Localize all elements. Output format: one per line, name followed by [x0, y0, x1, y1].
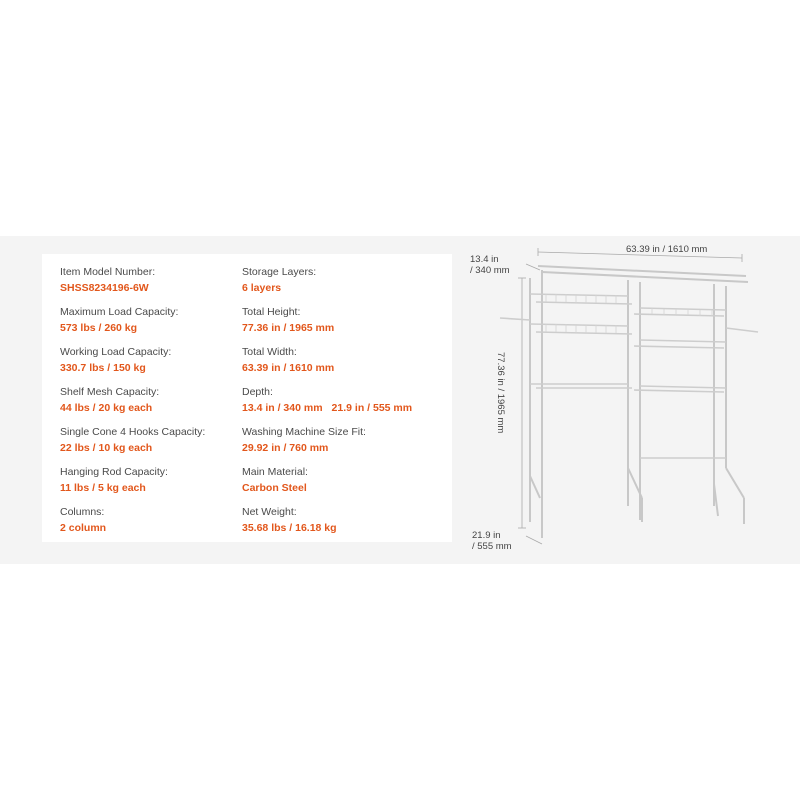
- spec-value: Carbon Steel: [242, 482, 307, 494]
- shelf-drawing: [456, 236, 800, 564]
- spec-net-weight: [242, 505, 337, 535]
- spec-shelf-mesh: [60, 385, 159, 415]
- spec-total-height: [242, 305, 334, 335]
- spec-depth: [242, 385, 421, 415]
- spec-value: 573 lbs / 260 kg: [60, 322, 138, 334]
- spec-label: Total Width:: [242, 346, 297, 358]
- spec-label: Shelf Mesh Capacity:: [60, 386, 160, 398]
- spec-label: Washing Machine Size Fit:: [242, 426, 366, 438]
- spec-value: 11 lbs / 5 kg each: [60, 482, 146, 494]
- top-depth-label-line2: / 340 mm: [470, 265, 510, 276]
- spec-label: Net Weight:: [242, 506, 297, 518]
- spec-depth-top: 13.4 in / 340 mm: [242, 402, 323, 414]
- spec-hooks: [60, 425, 205, 455]
- spec-hanging-rod: [60, 465, 168, 495]
- spec-item-model: [60, 265, 155, 295]
- top-depth-label-line1: 13.4 in: [470, 254, 499, 265]
- spec-max-load: [60, 305, 178, 335]
- spec-label: Columns:: [60, 506, 105, 518]
- height-dimension-label: 77.36 in / 1965 mm: [495, 352, 506, 434]
- spec-value: 22 lbs / 10 kg each: [60, 442, 153, 454]
- spec-label: Single Cone 4 Hooks Capacity:: [60, 426, 206, 438]
- spec-value: 44 lbs / 20 kg each: [60, 402, 153, 414]
- spec-label: Total Height:: [242, 306, 301, 318]
- product-dimension-diagram: [456, 236, 800, 564]
- spec-value: 63.39 in / 1610 mm: [242, 362, 335, 374]
- spec-label: Depth:: [242, 386, 273, 398]
- spec-value: 330.7 lbs / 150 kg: [60, 362, 146, 374]
- spec-value: SHSS8234196-6W: [60, 282, 149, 294]
- spec-value: 77.36 in / 1965 mm: [242, 322, 335, 334]
- spec-value: 35.68 lbs / 16.18 kg: [242, 522, 337, 534]
- spec-material: [242, 465, 308, 495]
- spec-label: Hanging Rod Capacity:: [60, 466, 168, 478]
- spec-label: Main Material:: [242, 466, 308, 478]
- dimension-lines: [518, 248, 742, 544]
- spec-depth-bottom: 21.9 in / 555 mm: [331, 402, 413, 414]
- spec-storage-layers: [242, 265, 316, 295]
- bottom-depth-label-line1: 21.9 in: [472, 530, 501, 541]
- spec-value: 2 column: [60, 522, 107, 534]
- spec-value: 6 layers: [242, 282, 282, 294]
- spec-value: [242, 401, 421, 415]
- spec-label: Working Load Capacity:: [60, 346, 172, 358]
- spec-label: Item Model Number:: [60, 266, 156, 278]
- bottom-depth-label-line2: / 555 mm: [472, 541, 512, 552]
- spec-working-load: [60, 345, 171, 375]
- spec-label: Storage Layers:: [242, 266, 317, 278]
- spec-columns: [60, 505, 106, 535]
- spec-value: 29.92 in / 760 mm: [242, 442, 329, 454]
- spec-total-width: [242, 345, 334, 375]
- shelf-frame: [530, 266, 748, 538]
- width-dimension-label: 63.39 in / 1610 mm: [626, 244, 708, 255]
- spec-label: Maximum Load Capacity:: [60, 306, 179, 318]
- spec-washer-fit: [242, 425, 366, 455]
